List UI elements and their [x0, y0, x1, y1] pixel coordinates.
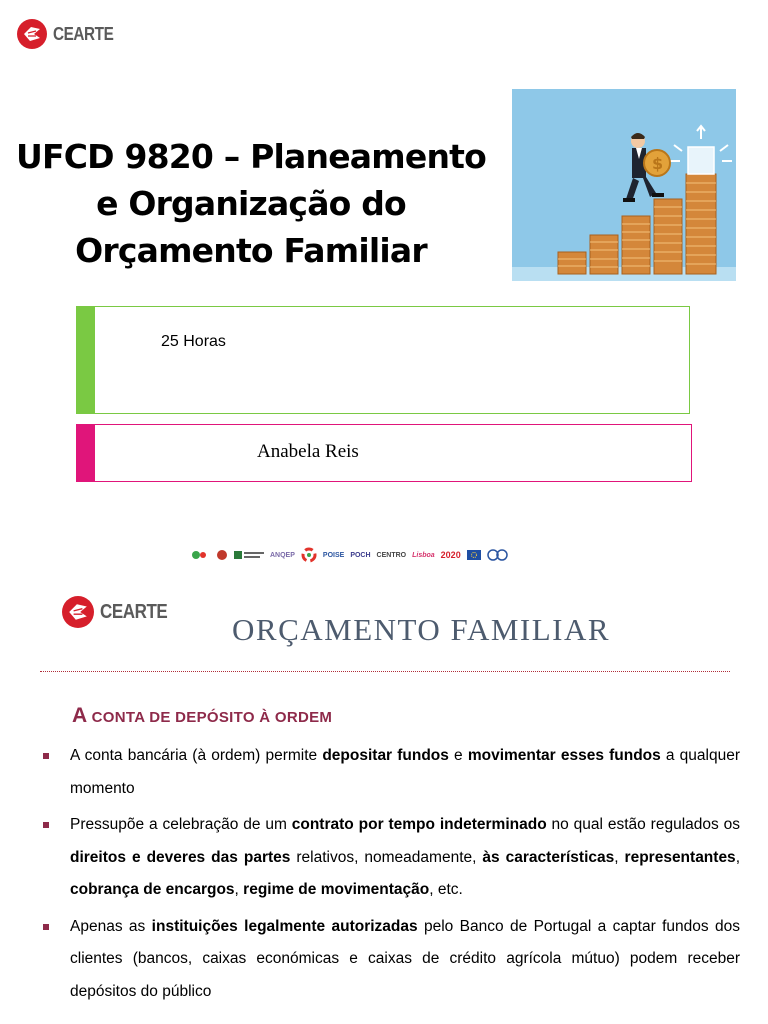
bullet-square-icon [43, 924, 49, 930]
bullet-text: , [614, 848, 625, 866]
cearte-logo [62, 596, 179, 628]
author-name: Anabela Reis [257, 441, 359, 462]
coins-stairs-illustration [512, 89, 736, 281]
accent-bar [77, 307, 95, 413]
bullet-text: Pressupõe a celebração de um [70, 816, 292, 833]
title-line: Orçamento Familiar [75, 231, 427, 270]
bullet-text: pelo Banco de Portugal a captar fundos dos clientes (bancos, caixas económicas e caixas de crédito agrícola mútuo) podem receber depósitos do público [70, 917, 740, 1000]
partner-logo: Lisboa [412, 551, 435, 559]
bullet-text: , [735, 848, 740, 866]
bullet-text: relativos, nomeadamente, [290, 848, 483, 866]
bullet-emphasis: contrato por tempo indeterminado [291, 816, 547, 833]
bullet-emphasis: regime de movimentação [243, 881, 430, 898]
svg-text:$: $ [652, 154, 664, 173]
bullet-text: A conta bancária (à ordem) permite [70, 747, 323, 764]
partner-logos [190, 545, 509, 565]
bullet-item [40, 740, 740, 805]
course-hours: 25 Horas [161, 333, 226, 350]
bullet-emphasis: depositar fundos [322, 747, 449, 764]
bullet-square-icon [43, 753, 49, 759]
hours-box [76, 306, 690, 414]
bullet-text: Apenas as [70, 917, 152, 935]
subheading-text: CONTA DE DEPÓSITO À ORDEM [91, 709, 333, 726]
partner-logo: CENTRO [376, 551, 407, 559]
cearte-logo [17, 19, 124, 49]
brand-name: CEARTE [100, 600, 168, 623]
title-line: UFCD 9820 – Planeamento [16, 137, 486, 176]
partner-logo [234, 547, 264, 563]
accent-bar [77, 425, 95, 481]
partner-logo: POCH [350, 551, 371, 559]
bullet-emphasis: representantes [624, 848, 736, 866]
partner-logo [301, 547, 317, 563]
author-box [76, 424, 692, 482]
bullet-text: a qualquer momento [70, 747, 740, 797]
brand-name: CEARTE [53, 23, 114, 44]
bullet-text: , [234, 881, 244, 898]
bullet-square-icon [43, 822, 49, 828]
partner-logo [216, 547, 228, 563]
bullet-item [40, 911, 740, 1009]
bullet-emphasis: cobrança de encargos [70, 881, 235, 898]
subheading [72, 704, 332, 728]
bullet-emphasis: às características [482, 848, 615, 866]
partner-logo: ANQEP [270, 551, 295, 559]
bullet-text: no qual estão regulados os [546, 816, 740, 833]
bullet-emphasis: instituições legalmente autorizadas [151, 917, 418, 935]
bullet-emphasis: movimentar esses fundos [467, 747, 661, 764]
section-title: ORÇAMENTO FAMILIAR [232, 612, 611, 647]
section-divider [40, 671, 730, 672]
bullet-text: , etc. [429, 881, 463, 898]
partner-logo [190, 547, 210, 563]
subheading-initial: A [72, 704, 88, 727]
bullet-list [40, 740, 740, 1012]
cearte-logo-icon [17, 19, 47, 49]
partner-logo: 2020 [440, 550, 461, 560]
cearte-logo-icon [62, 596, 94, 628]
bullet-item [40, 809, 740, 907]
bullet-text: e [448, 747, 468, 764]
title-line: e Organização do [96, 184, 406, 223]
bullet-emphasis: direitos e deveres das partes [70, 848, 291, 866]
partner-logo [487, 547, 509, 563]
eu-flag-icon [467, 547, 481, 563]
partner-logo: POISE [322, 551, 345, 559]
course-title [10, 133, 492, 274]
